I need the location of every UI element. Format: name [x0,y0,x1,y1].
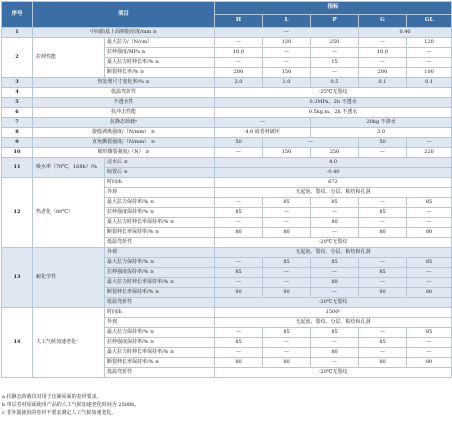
cell: — [263,48,311,58]
sub-label: 时间/h [105,308,215,318]
cell: 80 [263,288,311,298]
cell: 85 [263,258,311,268]
cell: — [407,48,452,58]
row-no: 2 [2,38,33,78]
sub-label: 断裂伸长率/% ≥ [105,68,215,78]
cell: -20℃无裂纹 [215,238,452,248]
row-item: 人工气候加速老化ᶜ [33,308,105,378]
cell: — [215,38,263,48]
table-footnotes [2,393,139,417]
table-row [2,88,452,98]
cell: — [359,58,407,68]
cell: 3.0 [311,128,452,138]
sub-label: 最大拉力时伸长率保持率/% ≥ [105,218,215,228]
cell: — [263,278,311,288]
cell: — [215,218,263,228]
row-no: 5 [2,98,33,108]
cell: 85 [407,258,452,268]
row-item: 梯形撕裂强度/（N） ≥ [33,148,215,158]
cell: 0.3MPa，2h 不透水 [215,98,452,108]
cell: 120 [263,38,311,48]
header-type-g: G [359,15,407,28]
table-row [2,98,452,108]
cell: 80 [215,228,263,238]
footnote-c: c 非外露使用的卷材不要求测定人工气候加速老化。 [2,410,117,416]
cell: 50 [215,138,263,148]
header-type-h: H [215,15,263,28]
cell: — [215,118,311,128]
cell: -25℃无裂纹 [215,88,452,98]
header-item: 项目 [33,2,215,28]
cell: 672 [215,178,452,188]
cell: 0.1 [359,78,407,88]
cell: 85 [359,208,407,218]
cell: 50 [359,138,407,148]
row-no: 10 [2,148,33,158]
cell: — [407,348,452,358]
sub-label: 低温弯折性 [105,238,215,248]
sub-label: 拉伸强度保持率/% ≥ [105,268,215,278]
table-row [2,148,452,158]
row-no: 8 [2,128,33,138]
row-no: 11 [2,158,33,178]
cell: 无起泡、裂纹、分层、粘结和孔洞 [215,318,452,328]
cell: 85 [263,328,311,338]
row-no: 6 [2,108,33,118]
cell: — [359,198,407,208]
header-type-l: L [263,15,311,28]
cell: 15 [311,58,359,68]
cell: — [263,218,311,228]
cell: — [359,218,407,228]
cell: 80 [215,288,263,298]
cell: 4.0 或卷材破坏 [215,128,311,138]
table-row [2,308,452,318]
cell: 无起泡、裂纹、分层、粘结和孔洞 [215,188,452,198]
cell: 0.40 [359,28,452,38]
cell: — [215,348,263,358]
row-item: 吸水率（70℃，168h）/% [33,158,105,178]
sub-label: 拉伸强度保持率/% ≥ [105,338,215,348]
cell: 85 [407,198,452,208]
table-row [2,78,452,88]
cell: 80 [311,278,359,288]
cell: — [215,258,263,268]
cell: 150 [263,68,311,78]
cell: 0.5 [311,78,359,88]
cell: 1.0 [263,78,311,88]
table-row [2,118,452,128]
table-row [2,28,452,38]
sub-label: 外观 [105,318,215,328]
cell: 80 [263,358,311,368]
cell: 80 [215,358,263,368]
cell: 0.5kg.m，2h 不透水 [215,108,452,118]
sub-label: 最大拉力保持率/% ≥ [105,328,215,338]
cell: — [359,348,407,358]
sub-label: 低温弯折性 [105,298,215,308]
row-item: 抗静态荷载ᵃ [33,118,215,128]
cell: -20℃无裂纹 [215,368,452,378]
cell: 10.0 [359,48,407,58]
cell: — [311,358,359,368]
cell: — [263,208,311,218]
row-item: 热老化（80℃） [33,178,105,248]
cell: 85 [311,328,359,338]
cell: 100 [407,68,452,78]
sub-label: 拉伸强度/MPa ≥ [105,48,215,58]
cell: — [263,348,311,358]
cell: 2.0 [215,78,263,88]
row-item: 热处理尺寸变化率/% ≤ [33,78,215,88]
row-no: 4 [2,88,33,98]
cell: 85 [215,208,263,218]
cell: 1500ᵇ [215,308,452,318]
cell: 4.0 [215,158,452,168]
footnote-a: a 抗静态荷载仅对用于压铺屋面的卷材要求。 [2,394,102,400]
cell: 80 [359,358,407,368]
cell: — [263,138,359,148]
cell: — [407,138,452,148]
cell: 80 [311,218,359,228]
header-index: 指标 [215,2,452,15]
cell: 85 [407,328,452,338]
row-item: 拉伸性能 [33,38,105,78]
sub-label: 外观 [105,248,215,258]
cell: — [359,148,407,158]
cell: — [311,288,359,298]
sub-label: 断裂伸长率保持率/% ≥ [105,358,215,368]
sub-label: 最大拉力保持率/% ≥ [105,198,215,208]
cell: 10.0 [215,48,263,58]
sub-label: 最大拉力时伸长率保持率/% ≥ [105,348,215,358]
sub-label: 浸水后 ≤ [105,158,215,168]
sub-label: 低温弯折性 [105,368,215,378]
row-no: 9 [2,138,33,148]
cell: — [215,58,263,68]
table-row [2,138,452,148]
row-no: 13 [2,248,33,308]
cell: — [359,258,407,268]
cell: 80 [359,288,407,298]
cell: — [215,28,359,38]
cell: — [311,268,359,278]
cell: — [311,48,359,58]
table-row [2,158,452,168]
sub-label: 晾置后 ≥ [105,168,215,178]
row-item: 抗冲击性能 [33,108,215,118]
spec-table-container [1,1,451,378]
table-row [2,108,452,118]
header-type-p: P [311,15,359,28]
table-row [2,128,452,138]
cell: — [359,278,407,288]
sub-label: 拉伸强度保持率/% ≥ [105,208,215,218]
cell: 80 [407,358,452,368]
cell: 220 [407,148,452,158]
row-no: 1 [2,28,33,38]
cell: 80 [311,348,359,358]
cell: — [263,268,311,278]
row-item: 低温弯折性 [33,88,215,98]
cell: 250 [311,148,359,158]
row-item: 中间胎基上面树脂厚度/mm ≥ [33,28,215,38]
row-no: 7 [2,118,33,128]
row-no: 3 [2,78,33,88]
cell: 80 [263,228,311,238]
cell: — [263,58,311,68]
cell: 85 [215,268,263,278]
cell: — [311,208,359,218]
cell: 20kg 不渗水 [311,118,452,128]
cell: 85 [215,338,263,348]
cell: 85 [311,258,359,268]
cell: — [263,338,311,348]
cell: 250 [311,38,359,48]
cell: 150 [263,148,311,158]
cell: 85 [359,338,407,348]
cell: — [311,68,359,78]
cell: — [215,198,263,208]
sub-label: 最大拉力时伸长率/% ≥ [105,58,215,68]
cell: 200 [359,68,407,78]
cell: -0.40 [215,168,452,178]
row-no: 14 [2,308,33,378]
table-row [2,38,452,48]
sub-label: 断裂伸长率保持率/% ≥ [105,228,215,238]
cell: 80 [407,228,452,238]
cell: 85 [311,198,359,208]
cell: — [215,148,263,158]
row-no: 12 [2,178,33,248]
sub-label: 最大拉力时伸长率保持率/% ≥ [105,278,215,288]
sub-label: 外观 [105,188,215,198]
cell: — [407,268,452,278]
spec-table [1,1,452,378]
row-item: 直角撕裂强度/（N/mm） ≥ [33,138,215,148]
cell: 120 [407,38,452,48]
header-no: 序号 [2,2,33,28]
sub-label: 最大拉力保持率/% ≥ [105,258,215,268]
footnote-b: b 单层卷材屋面使用产品的人工气候加速老化时间为 2500h。 [2,402,140,408]
cell: — [407,58,452,68]
cell: — [311,338,359,348]
cell: 85 [263,198,311,208]
table-row [2,178,452,188]
cell: 80 [359,228,407,238]
sub-label: 最大拉力/（N/cm） [105,38,215,48]
row-item: 不透水性 [33,98,215,108]
cell: — [407,218,452,228]
cell: — [311,228,359,238]
cell: — [407,338,452,348]
cell: — [359,38,407,48]
cell: 80 [407,288,452,298]
cell: — [215,278,263,288]
cell: 0.1 [407,78,452,88]
sub-label: 时间/h [105,178,215,188]
row-item: 接缝剥离强度/（N/mm） ≥ [33,128,215,138]
cell: — [359,328,407,338]
cell: — [407,278,452,288]
cell: 200 [215,68,263,78]
table-row [2,248,452,258]
cell: -20℃无裂纹 [215,298,452,308]
header-type-gl: GL [407,15,452,28]
cell: 85 [359,268,407,278]
cell: — [215,328,263,338]
row-item: 耐化学性 [33,248,105,308]
cell: — [407,208,452,218]
sub-label: 断裂伸长率保持率/% ≥ [105,288,215,298]
cell: 无起泡、裂纹、分层、粘结和孔洞 [215,248,452,258]
